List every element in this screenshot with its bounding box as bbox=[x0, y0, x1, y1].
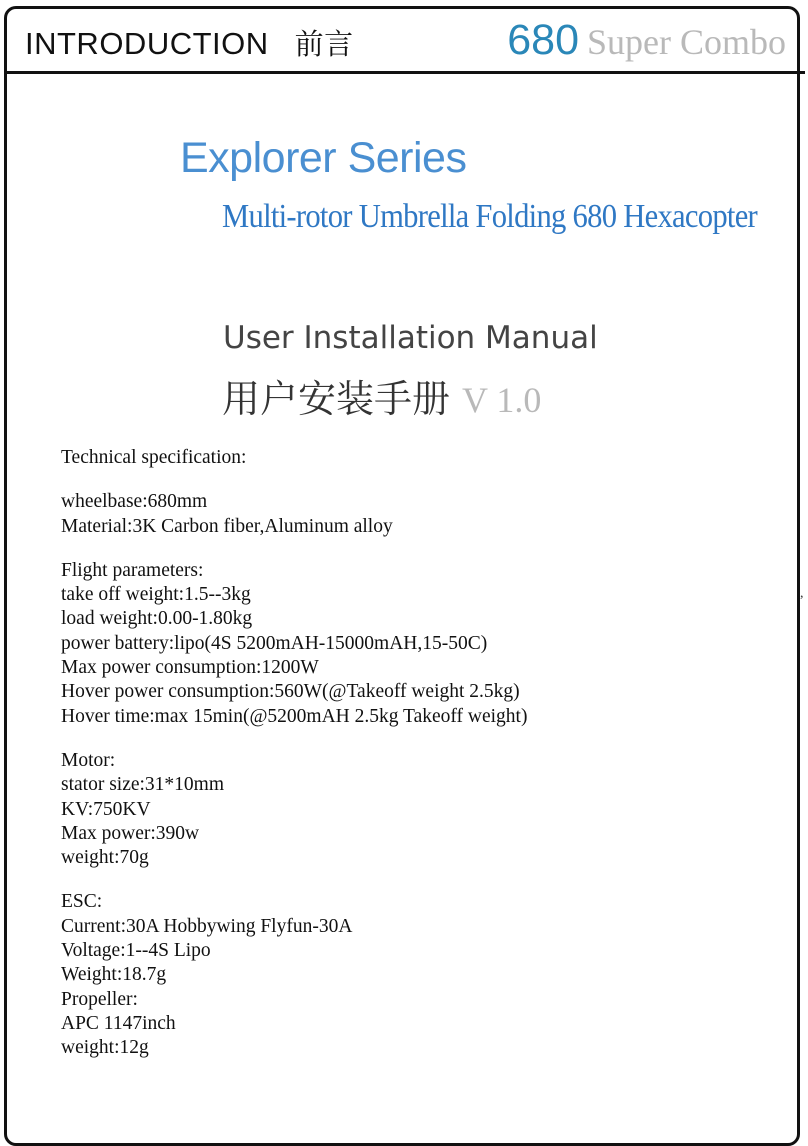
spec-group-heading: Motor: bbox=[61, 749, 116, 771]
spec-group-heading: Flight parameters: bbox=[61, 559, 204, 581]
spec-line: wheelbase:680mm bbox=[61, 491, 208, 513]
spec-line: weight:70g bbox=[61, 847, 149, 869]
technical-specifications bbox=[61, 446, 761, 1061]
flight-spec-group bbox=[61, 559, 761, 729]
manual-title-cn: 用户安装手册 bbox=[222, 377, 451, 421]
spec-line: Current:30A Hobbywing Flyfun-30A bbox=[61, 915, 353, 937]
spec-group-heading: Propeller: bbox=[61, 988, 138, 1010]
spec-line: load weight:0.00-1.80kg bbox=[61, 608, 253, 630]
manual-title-cn-row bbox=[222, 368, 541, 423]
model-number: 680 bbox=[507, 16, 579, 64]
esc-spec-group bbox=[61, 890, 761, 1060]
manual-title-en: User Installation Manual bbox=[223, 320, 598, 356]
spec-line: Weight:18.7g bbox=[61, 964, 167, 986]
manual-version: V 1.0 bbox=[462, 380, 542, 420]
spec-line: Voltage:1--4S Lipo bbox=[61, 940, 211, 962]
spec-line: take off weight:1.5--3kg bbox=[61, 584, 251, 606]
section-header bbox=[25, 22, 354, 63]
section-title-cn: 前言 bbox=[294, 27, 354, 61]
motor-spec-group bbox=[61, 749, 761, 870]
model-name: Super Combo bbox=[586, 22, 786, 62]
spec-line: stator size:31*10mm bbox=[61, 774, 225, 796]
section-title-en: INTRODUCTION bbox=[25, 26, 269, 61]
spec-intro: Technical specification: bbox=[61, 447, 247, 468]
spec-line: Hover time:max 15min(@5200mAH 2.5kg Takeoff weight) bbox=[61, 705, 528, 727]
spec-line: Hover power consumption:560W(@Takeoff weight 2.5kg) bbox=[61, 681, 520, 703]
spec-line: power battery:lipo(4S 5200mAH-15000mAH,15-50C) bbox=[61, 632, 488, 654]
spec-line: weight:12g bbox=[61, 1037, 149, 1059]
spec-line: Max power consumption:1200W bbox=[61, 657, 319, 679]
spec-line: Material:3K Carbon fiber,Aluminum alloy bbox=[61, 515, 393, 537]
spec-group-heading: ESC: bbox=[61, 891, 103, 913]
product-subtitle: Multi-rotor Umbrella Folding 680 Hexacopter bbox=[222, 198, 758, 235]
header-divider bbox=[4, 71, 805, 74]
spec-line: APC 1147inch bbox=[61, 1012, 176, 1034]
spec-line: Max power:390w bbox=[61, 822, 200, 844]
frame-spec-group bbox=[61, 490, 761, 539]
margin-mark: , bbox=[800, 586, 804, 601]
model-label bbox=[507, 16, 786, 65]
spec-line: KV:750KV bbox=[61, 798, 151, 820]
series-title: Explorer Series bbox=[180, 134, 467, 182]
